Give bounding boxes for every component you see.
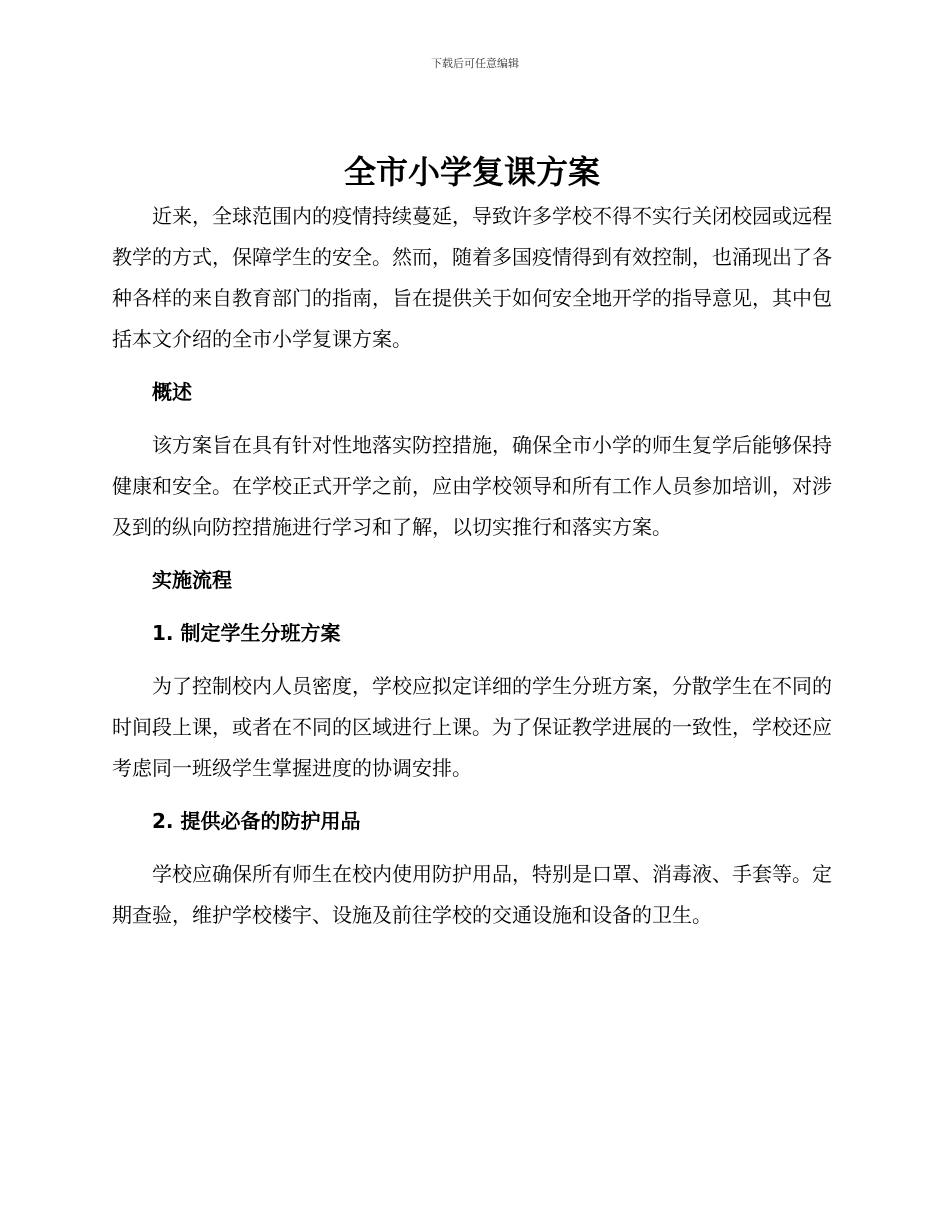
spacer	[112, 654, 832, 666]
spacer	[112, 413, 832, 425]
spacer	[112, 789, 832, 801]
protective-supplies-paragraph: 学校应确保所有师生在校内使用防护用品，特别是口罩、消毒液、手套等。定期查验，维护学校楼宇、设施及前往学校的交通设施和设备的卫生。	[112, 862, 832, 927]
class-plan-paragraph: 为了控制校内人员密度，学校应拟定详细的学生分班方案，分散学生在不同的时间段上课，或者在不同的区域进行上课。为了保证教学进展的一致性，学校还应考虑同一班级学生掌握进度的协调安排。	[112, 674, 832, 780]
header-note: 下载后可任意编辑	[431, 57, 519, 70]
spacer	[112, 360, 832, 372]
spacer	[112, 601, 832, 613]
section-heading-overview: 概述	[152, 380, 192, 404]
spacer	[112, 548, 832, 560]
document-content	[112, 148, 832, 936]
section-heading-process: 实施流程	[152, 568, 232, 592]
document-title: 全市小学复课方案	[343, 153, 600, 191]
intro-paragraph: 近来，全球范围内的疫情持续蔓延，导致许多学校不得不实行关闭校园或远程教学的方式，保障学生的安全。然而，随着多国疫情得到有效控制，也涌现出了各种各样的来自教育部门的指南，旨在提供关于如何安全地开学的指导意见，其中包括本文介绍的全市小学复课方案。	[112, 204, 832, 351]
overview-paragraph: 该方案旨在具有针对性地落实防控措施，确保全市小学的师生复学后能够保持健康和安全。在学校正式开学之前，应由学校领导和所有工作人员参加培训，对涉及到的纵向防控措施进行学习和了解，以切实推行和落实方案。	[112, 433, 832, 539]
section-heading-protective-supplies: 2. 提供必备的防护用品	[152, 809, 361, 833]
spacer	[112, 842, 832, 854]
section-heading-class-plan: 1. 制定学生分班方案	[152, 621, 341, 645]
